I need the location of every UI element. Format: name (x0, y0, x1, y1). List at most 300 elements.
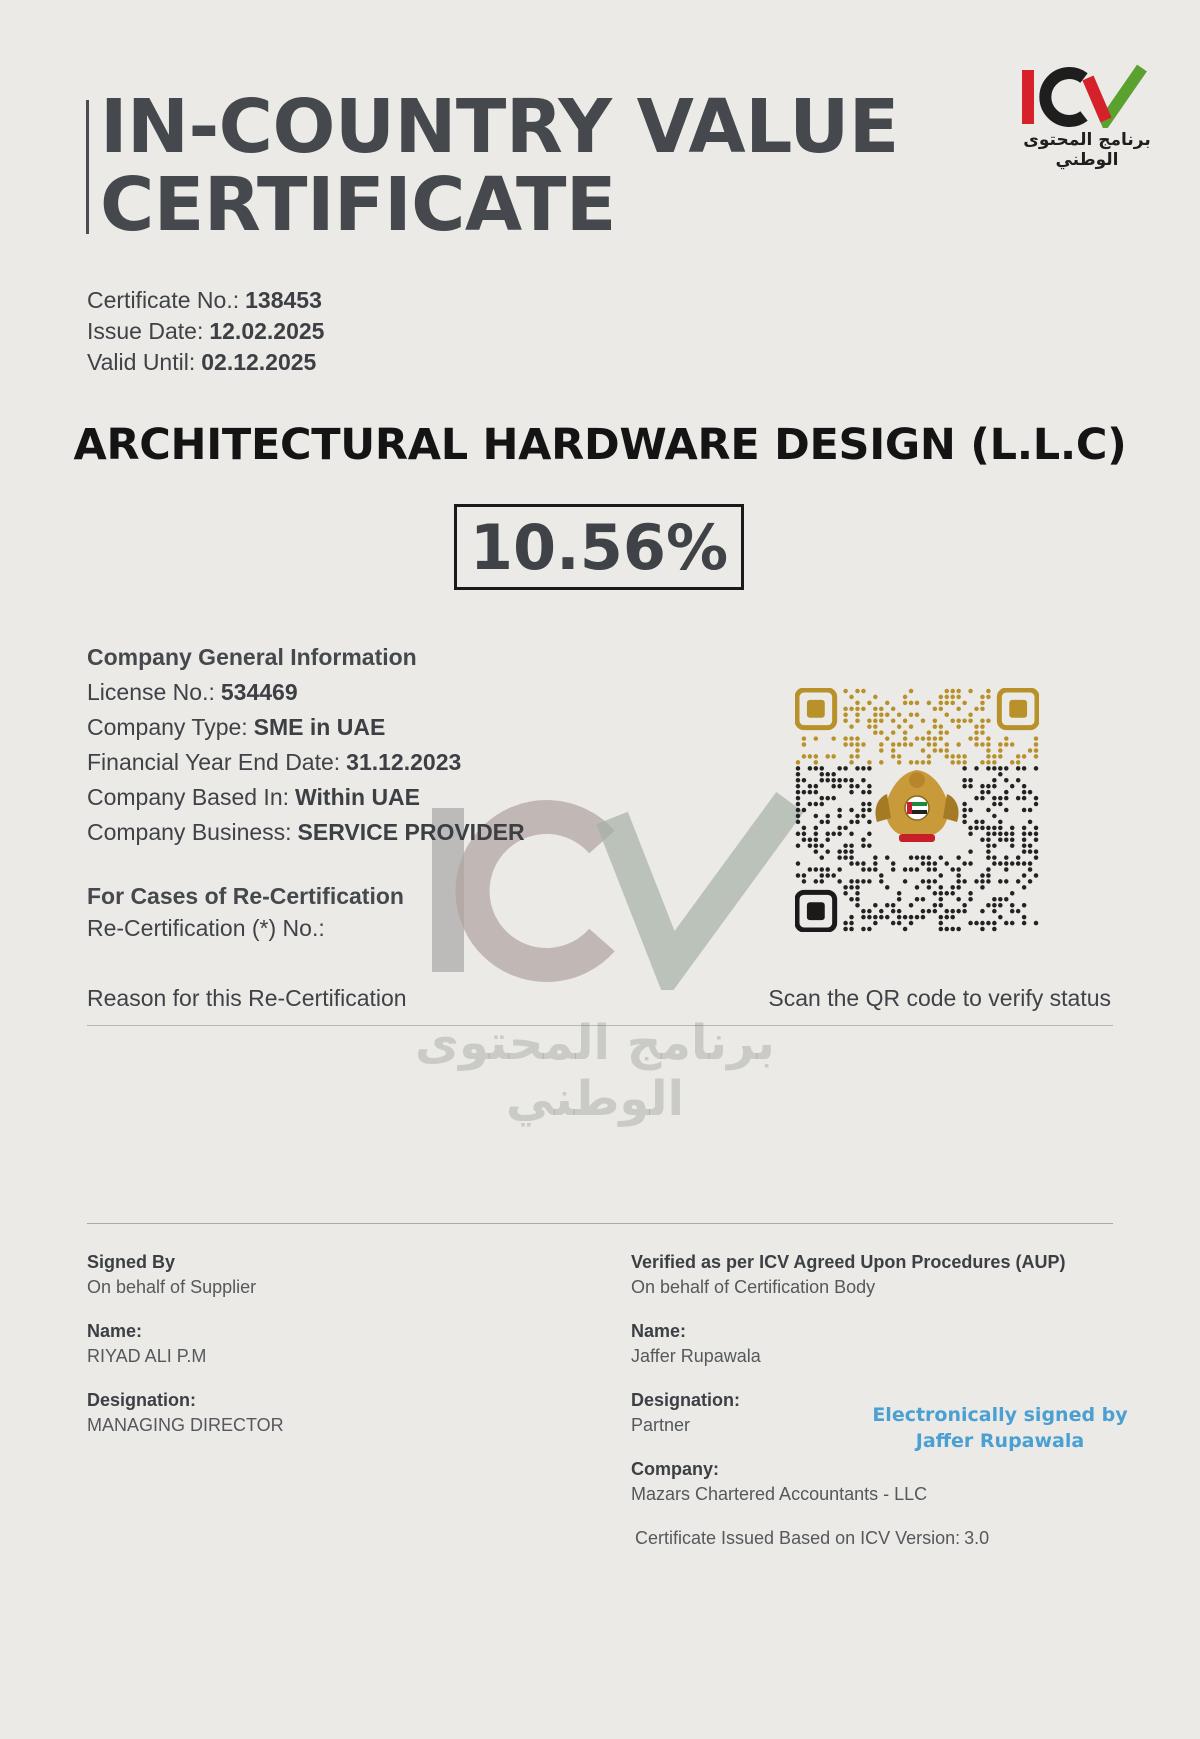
qr-module (1004, 879, 1009, 884)
qr-module (849, 820, 854, 825)
qr-module (968, 861, 973, 866)
qr-module (861, 837, 866, 842)
qr-module (843, 891, 848, 896)
qr-module (879, 707, 884, 712)
qr-module (837, 867, 842, 872)
qr-module (939, 891, 944, 896)
qr-module (992, 927, 997, 932)
qr-module (867, 760, 872, 765)
qr-module (980, 820, 985, 825)
qr-module (1028, 867, 1033, 872)
qr-module (968, 897, 973, 902)
qr-module (915, 713, 920, 718)
qr-module (944, 695, 949, 700)
qr-module (974, 730, 979, 735)
qr-module (855, 701, 860, 706)
qr-module (986, 873, 991, 878)
qr-module (825, 778, 830, 783)
qr-module (861, 808, 866, 813)
qr-module (802, 790, 807, 795)
qr-module (1034, 837, 1039, 842)
qr-module (956, 927, 961, 932)
qr-module (820, 772, 825, 777)
qr-module (849, 927, 854, 932)
qr-module (939, 736, 944, 741)
icv-version: 3.0 (964, 1528, 990, 1548)
qr-module (820, 855, 825, 860)
license-row (87, 675, 525, 710)
qr-module (879, 760, 884, 765)
qr-module (831, 784, 836, 789)
certificate-number-row (87, 285, 324, 316)
qr-module (903, 879, 908, 884)
qr-module (968, 826, 973, 831)
qr-module (897, 724, 902, 729)
qr-module (867, 879, 872, 884)
qr-module (1034, 826, 1039, 831)
qr-module (1028, 861, 1033, 866)
qr-module (992, 843, 997, 848)
qr-module (962, 879, 967, 884)
qr-module (956, 879, 961, 884)
qr-module (939, 921, 944, 926)
qr-module (944, 713, 949, 718)
general-info-heading: Company General Information (87, 644, 417, 670)
qr-module (796, 772, 801, 777)
valid-until: 02.12.2025 (201, 349, 317, 375)
business-label: Company Business: (87, 819, 292, 845)
qr-module (921, 861, 926, 866)
qr-module (802, 826, 807, 831)
verification-qr-code[interactable] (795, 688, 1039, 932)
qr-module (1022, 832, 1027, 837)
qr-module (879, 730, 884, 735)
qr-module (855, 891, 860, 896)
qr-module (962, 766, 967, 771)
qr-module (944, 909, 949, 914)
qr-module (879, 718, 884, 723)
qr-module (897, 742, 902, 747)
qr-module (802, 837, 807, 842)
qr-module (849, 790, 854, 795)
qr-module (974, 707, 979, 712)
qr-module (855, 861, 860, 866)
issue-date-row (87, 316, 324, 347)
qr-module (986, 748, 991, 753)
qr-module (950, 915, 955, 920)
qr-module (1022, 843, 1027, 848)
qr-module (986, 867, 991, 872)
qr-module (802, 879, 807, 884)
issue-date: 12.02.2025 (209, 318, 325, 344)
qr-module (1028, 748, 1033, 753)
qr-module (1022, 826, 1027, 831)
certificate-number: 138453 (245, 287, 322, 313)
certificate-info (87, 285, 324, 378)
qr-module (968, 778, 973, 783)
qr-module (796, 820, 801, 825)
verifier-name-label: Name: (631, 1321, 687, 1341)
company-general-info (87, 640, 525, 850)
qr-module (825, 832, 830, 837)
qr-module (849, 885, 854, 890)
qr-module (974, 826, 979, 831)
qr-module (986, 784, 991, 789)
qr-module (1004, 921, 1009, 926)
qr-module (1016, 754, 1021, 759)
qr-module (986, 879, 991, 884)
qr-module (974, 796, 979, 801)
qr-module (921, 748, 926, 753)
supplier-signature-block (87, 1250, 587, 1457)
qr-module (1034, 748, 1039, 753)
qr-module (873, 730, 878, 735)
qr-module (879, 915, 884, 920)
qr-module (944, 891, 949, 896)
verifier-designation: Partner (631, 1415, 691, 1435)
qr-module (998, 802, 1003, 807)
qr-module (944, 689, 949, 694)
supplier-subheading: On behalf of Supplier (87, 1277, 257, 1297)
qr-module (986, 754, 991, 759)
qr-module (956, 873, 961, 878)
qr-module (1010, 832, 1015, 837)
qr-module (992, 754, 997, 759)
qr-module (968, 689, 973, 694)
valid-until-label: Valid Until: (87, 349, 196, 375)
qr-module (891, 861, 896, 866)
qr-module (980, 826, 985, 831)
qr-module (873, 707, 878, 712)
qr-module (796, 802, 801, 807)
qr-module (927, 730, 932, 735)
qr-module (885, 915, 890, 920)
qr-module (855, 754, 860, 759)
valid-until-row (87, 347, 324, 378)
qr-module (956, 885, 961, 890)
qr-module (939, 707, 944, 712)
qr-module (986, 766, 991, 771)
qr-module (968, 713, 973, 718)
qr-module (974, 742, 979, 747)
qr-module (962, 808, 967, 813)
qr-module (980, 742, 985, 747)
qr-module (849, 843, 854, 848)
qr-module (897, 713, 902, 718)
qr-module (915, 855, 920, 860)
qr-module (814, 814, 819, 819)
qr-module (849, 778, 854, 783)
qr-module (796, 784, 801, 789)
qr-module (849, 736, 854, 741)
based-in-label: Company Based In: (87, 784, 290, 810)
qr-module (897, 760, 902, 765)
qr-module (980, 695, 985, 700)
qr-module (861, 909, 866, 914)
qr-module (808, 843, 813, 848)
qr-module (1010, 760, 1015, 765)
qr-module (843, 849, 848, 854)
qr-module (843, 885, 848, 890)
qr-module (921, 909, 926, 914)
qr-module (980, 784, 985, 789)
qr-module (843, 713, 848, 718)
qr-module (825, 849, 830, 854)
qr-module (1016, 766, 1021, 771)
qr-module (986, 837, 991, 842)
qr-module (820, 778, 825, 783)
qr-module (796, 790, 801, 795)
qr-module (891, 718, 896, 723)
qr-module (933, 742, 938, 747)
qr-module (992, 826, 997, 831)
qr-module (998, 820, 1003, 825)
qr-module (879, 748, 884, 753)
qr-module (825, 820, 830, 825)
qr-module (1028, 849, 1033, 854)
qr-module (909, 713, 914, 718)
qr-module (1022, 784, 1027, 789)
qr-module (903, 927, 908, 932)
qr-module (986, 849, 991, 854)
qr-module (837, 778, 842, 783)
qr-module (1034, 736, 1039, 741)
qr-module (909, 921, 914, 926)
qr-module (956, 689, 961, 694)
esign-line-1: Electronically signed by (872, 1404, 1128, 1426)
qr-module (909, 701, 914, 706)
qr-module (986, 742, 991, 747)
qr-module (921, 760, 926, 765)
qr-module (962, 784, 967, 789)
icv-logo (1002, 60, 1172, 170)
qr-module (843, 689, 848, 694)
qr-module (903, 915, 908, 920)
qr-module (814, 837, 819, 842)
qr-module (837, 879, 842, 884)
qr-module (933, 891, 938, 896)
qr-module (1010, 826, 1015, 831)
qr-module (992, 814, 997, 819)
qr-module (1022, 766, 1027, 771)
qr-module (867, 784, 872, 789)
qr-module (915, 760, 920, 765)
qr-module (1016, 861, 1021, 866)
qr-module (831, 736, 836, 741)
qr-module (992, 903, 997, 908)
qr-module (1034, 855, 1039, 860)
qr-module (849, 849, 854, 854)
fye-date: 31.12.2023 (346, 749, 462, 775)
qr-module (873, 713, 878, 718)
qr-module (1022, 885, 1027, 890)
qr-module (849, 879, 854, 884)
qr-module (891, 754, 896, 759)
qr-module (992, 897, 997, 902)
qr-module (885, 903, 890, 908)
qr-module (998, 837, 1003, 842)
uae-emblem-icon (875, 770, 958, 842)
qr-module (897, 754, 902, 759)
qr-module (820, 879, 825, 884)
qr-module (909, 915, 914, 920)
qr-module (980, 885, 985, 890)
license-label: License No.: (87, 679, 215, 705)
qr-module (849, 897, 854, 902)
qr-module (980, 927, 985, 932)
qr-module (1004, 867, 1009, 872)
qr-module (796, 843, 801, 848)
qr-module (849, 707, 854, 712)
qr-finder-center (807, 700, 825, 718)
qr-module (968, 849, 973, 854)
qr-module (1022, 861, 1027, 866)
qr-module (820, 766, 825, 771)
qr-module (855, 707, 860, 712)
qr-module (814, 760, 819, 765)
qr-module (849, 832, 854, 837)
qr-module (867, 927, 872, 932)
qr-module (1034, 796, 1039, 801)
qr-module (891, 742, 896, 747)
qr-module (962, 778, 967, 783)
qr-module (974, 724, 979, 729)
qr-module (879, 713, 884, 718)
qr-module (939, 695, 944, 700)
icv-version-label: Certificate Issued Based on ICV Version: (635, 1528, 961, 1548)
recertification-section (87, 880, 404, 944)
company-type: SME in UAE (253, 714, 386, 740)
qr-module (956, 855, 961, 860)
qr-module (1004, 766, 1009, 771)
qr-module (802, 873, 807, 878)
qr-module (879, 909, 884, 914)
qr-module (855, 736, 860, 741)
qr-module (843, 766, 848, 771)
qr-module (808, 802, 813, 807)
qr-module (956, 695, 961, 700)
qr-module (837, 855, 842, 860)
logo-arabic-text: برنامج المحتوى الوطني (1023, 130, 1151, 170)
qr-module (855, 713, 860, 718)
qr-module (802, 778, 807, 783)
qr-module (962, 718, 967, 723)
qr-module (808, 790, 813, 795)
qr-module (855, 879, 860, 884)
qr-module (814, 754, 819, 759)
qr-module (956, 718, 961, 723)
qr-module (808, 867, 813, 872)
qr-module (1010, 837, 1015, 842)
verifier-company-label: Company: (631, 1459, 720, 1479)
business-type: SERVICE PROVIDER (297, 819, 525, 845)
qr-module (802, 742, 807, 747)
qr-module (837, 784, 842, 789)
qr-module (820, 796, 825, 801)
qr-module (879, 873, 884, 878)
qr-finder-center (1009, 700, 1027, 718)
watermark-arabic-text: برنامج المحتوى الوطني (415, 1015, 775, 1127)
verified-heading: Verified as per ICV Agreed Upon Procedures (AUP) (631, 1252, 1066, 1272)
qr-module (867, 724, 872, 729)
qr-module (1022, 849, 1027, 854)
qr-module (933, 903, 938, 908)
qr-module (897, 891, 902, 896)
qr-module (956, 754, 961, 759)
qr-module (909, 742, 914, 747)
title-line-2: CERTIFICATE (100, 162, 616, 248)
qr-module (1004, 742, 1009, 747)
qr-module (873, 867, 878, 872)
qr-module (861, 879, 866, 884)
qr-module (1004, 837, 1009, 842)
qr-module (998, 832, 1003, 837)
based-in-row (87, 780, 525, 815)
qr-module (861, 790, 866, 795)
qr-module (939, 903, 944, 908)
qr-module (1028, 820, 1033, 825)
qr-module (796, 832, 801, 837)
qr-module (998, 748, 1003, 753)
qr-module (939, 855, 944, 860)
qr-module (962, 760, 967, 765)
qr-module (980, 707, 985, 712)
issue-date-label: Issue Date: (87, 318, 204, 344)
qr-module (1010, 861, 1015, 866)
qr-module (873, 695, 878, 700)
qr-module (849, 695, 854, 700)
qr-module (814, 843, 819, 848)
company-type-label: Company Type: (87, 714, 248, 740)
qr-module (849, 808, 854, 813)
recert-number-label: Re-Certification (*) No.: (87, 915, 325, 941)
qr-module (998, 796, 1003, 801)
qr-module (950, 695, 955, 700)
qr-module (855, 689, 860, 694)
qr-module (796, 778, 801, 783)
qr-module (861, 802, 866, 807)
qr-module (891, 867, 896, 872)
qr-module (814, 832, 819, 837)
qr-module (1004, 861, 1009, 866)
scan-qr-text: Scan the QR code to verify status (768, 985, 1111, 1011)
qr-module (796, 861, 801, 866)
qr-module (1004, 790, 1009, 795)
qr-module (927, 879, 932, 884)
title-line-1: IN-COUNTRY VALUE (100, 84, 899, 170)
qr-module (909, 867, 914, 872)
qr-module (992, 832, 997, 837)
qr-module (933, 861, 938, 866)
qr-module (867, 802, 872, 807)
qr-module (814, 802, 819, 807)
qr-module (885, 736, 890, 741)
qr-module (837, 808, 842, 813)
qr-module (915, 897, 920, 902)
qr-module (933, 909, 938, 914)
qr-module (986, 689, 991, 694)
qr-module (867, 909, 872, 914)
qr-module (814, 736, 819, 741)
qr-module (903, 730, 908, 735)
icv-percent: 10.56% (469, 510, 729, 584)
qr-module (867, 766, 872, 771)
verifier-signature-block (631, 1250, 1151, 1551)
qr-module (939, 724, 944, 729)
qr-module (861, 778, 866, 783)
qr-module (915, 736, 920, 741)
qr-module (944, 730, 949, 735)
